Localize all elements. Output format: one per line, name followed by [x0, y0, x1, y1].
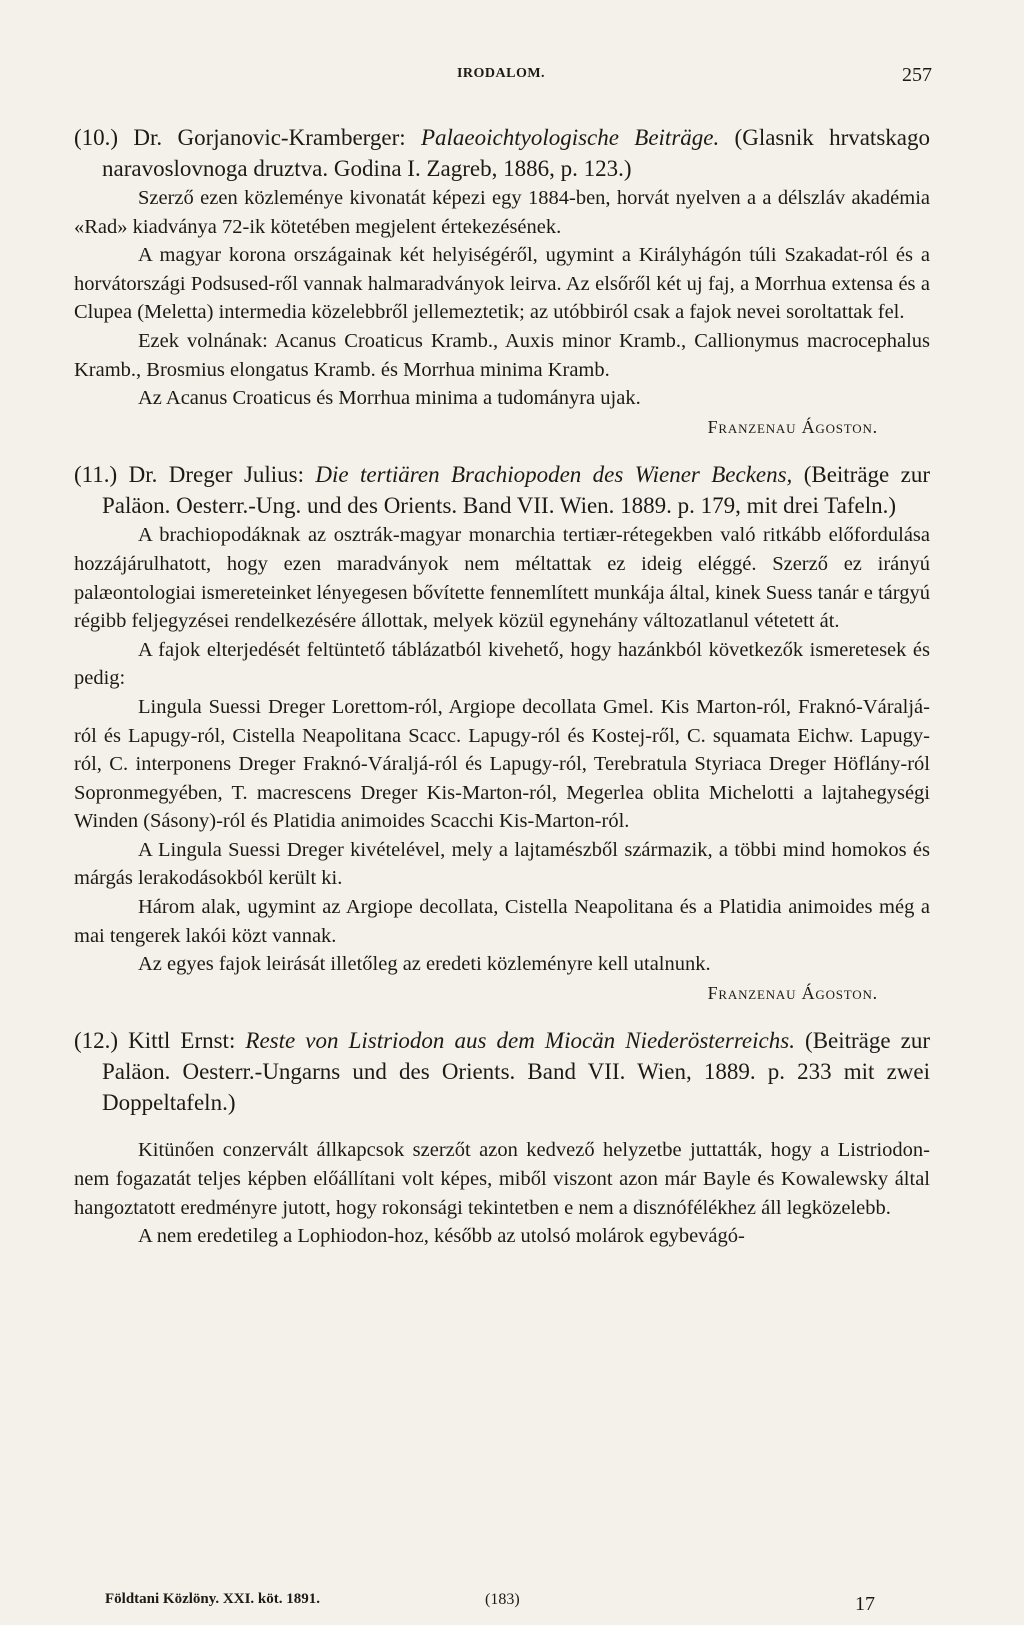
paragraph: Ezek volnának: Acanus Croaticus Kramb., Auxis minor Kramb., Callionymus macrocephalus Kramb., Brosmius elongatus Kramb. és Morrhua minima Kramb.: [74, 329, 930, 381]
page-footer: [105, 1589, 875, 1619]
running-title: IRODALOM.: [456, 66, 546, 81]
page-body: [74, 122, 930, 1251]
reference-source: (Beiträge zur Paläon. Oesterr.-Ungarns und des Orients. Band VII. Wien, 1889. p. 233 mit zwei Doppeltafeln.): [102, 1028, 931, 1116]
signature: Franzenau Ágoston.: [707, 416, 878, 437]
paragraph: A nem eredetileg a Lophiodon-hoz, később az utolsó molárok egybevágó-: [138, 1225, 745, 1248]
paragraph: A brachiopodáknak az osztrák-magyar monarchia tertiær-rétegekben való ritkább előfordulása hozzájárulhatott, hogy ezen maradványok nem méltattak ez ideig eléggé. Szerző ez irányú palæontologiai ismereteinket lényegesen bővítette fennemlített munkája által, kinek Suess tanár e tárgyú régibb feljegyzései rendelkezésére állottak, melyek közül egynehány változatlanul vétetett át.: [74, 524, 930, 633]
paragraph: A magyar korona országainak két helyiségéről, ugymint a Királyhágón túli Szakadat-ról és a horvátországi Podsused-ről vannak halmaradványok leirva. Az elsőről két uj faj, a Morrhua extensa és a Clupea (Meletta) intermedia közelebbről jellemeztetik; az utóbbiról csak a fajok nevei soroltattak fel.: [74, 244, 930, 324]
paragraph: Az egyes fajok leirását illetőleg az eredeti közleményre kell utalnunk.: [138, 953, 711, 976]
paragraph: Az Acanus Croaticus és Morrhua minima a tudományra ujak.: [138, 387, 641, 410]
reference-source: (Glasnik hrvatskago naravoslovnoga druztva. Godina I. Zagreb, 1886, p. 123.): [102, 125, 930, 181]
footer-journal: Földtani Közlöny. XXI. köt. 1891.: [105, 1591, 321, 1607]
reference-author: Dr. Gorjanovic-Kramberger:: [133, 125, 406, 150]
reference-11: [74, 459, 930, 521]
paragraph: Lingula Suessi Dreger Lorettom-ról, Argiope decollata Gmel. Kis Marton-ról, Fraknó-Váraljá-ról és Lapugy-ról, Cistella Neapolitana Scacc. Lapugy-ról és Kostej-ről, C. squamata Eichw. Lapugy-ról, C. interponens Dreger Fraknó-Váraljá-ról és Lapugy-ról, Terebratula Styriaca Dreger Höflány-ról Sopronmegyében, T. macrescens Dreger Kis-Marton-ról, Megerlea oblita Michelotti a lajtahegységi Winden (Sásony)-ról és Platidia animoides Scacchi Kis-Marton-ról.: [74, 695, 930, 833]
reference-author: Dr. Dreger Julius:: [128, 462, 305, 488]
reference-12: [74, 1025, 930, 1118]
paragraph: Szerző ezen közleménye kivonatát képezi egy 1884-ben, horvát nyelven a a délszláv akadémia «Rad» kiadványa 72-ik kötetében megjelent értekezésének.: [74, 187, 930, 238]
footer-signature-mark: 17: [855, 1593, 875, 1615]
reference-source: (Beiträge zur Paläon. Oesterr.-Ung. und des Orients. Band VII. Wien. 1889. p. 179, mit drei Tafeln.): [102, 462, 930, 519]
reference-number: (11.): [74, 462, 118, 488]
paragraph: A Lingula Suessi Dreger kivételével, mely a lajtamészből származik, a többi mind homokos és márgás lerakodásokból került ki.: [74, 838, 930, 890]
reference-10: [74, 122, 930, 184]
reference-title: Die tertiären Brachiopoden des Wiener Beckens,: [315, 462, 793, 488]
reference-number: (12.): [74, 1028, 119, 1054]
paragraph: Három alak, ugymint az Argiope decollata, Cistella Neapolitana és a Platidia animoides még a mai tengerek lakói közt vannak.: [74, 896, 930, 947]
footer-sheet-number: (183): [485, 1591, 520, 1608]
paragraph: A fajok elterjedését feltüntető táblázatból kivehető, hogy hazánkból következők ismeretesek és pedig:: [74, 638, 930, 690]
reference-title: Reste von Listriodon aus dem Miocän Niederösterreichs.: [245, 1028, 795, 1054]
signature: Franzenau Ágoston.: [707, 982, 878, 1003]
running-header: [70, 66, 932, 90]
reference-author: Kittl Ernst:: [128, 1028, 236, 1054]
reference-title: Palaeoichtyologische Beiträge.: [420, 125, 720, 150]
reference-number: (10.): [74, 125, 119, 150]
page-number: 257: [902, 64, 932, 86]
paragraph: Kitünően conzervált állkapcsok szerzőt azon kedvező helyzetbe juttatták, hogy a Listriodon-nem fogazatát teljes képben előállítani volt képes, miből viszont azon már Bayle és Kowalewsky által hangoztatott eredményre jutott, hogy rokonsági tekintetben e nem a disznófélékhez áll legközelebb.: [74, 1139, 930, 1219]
